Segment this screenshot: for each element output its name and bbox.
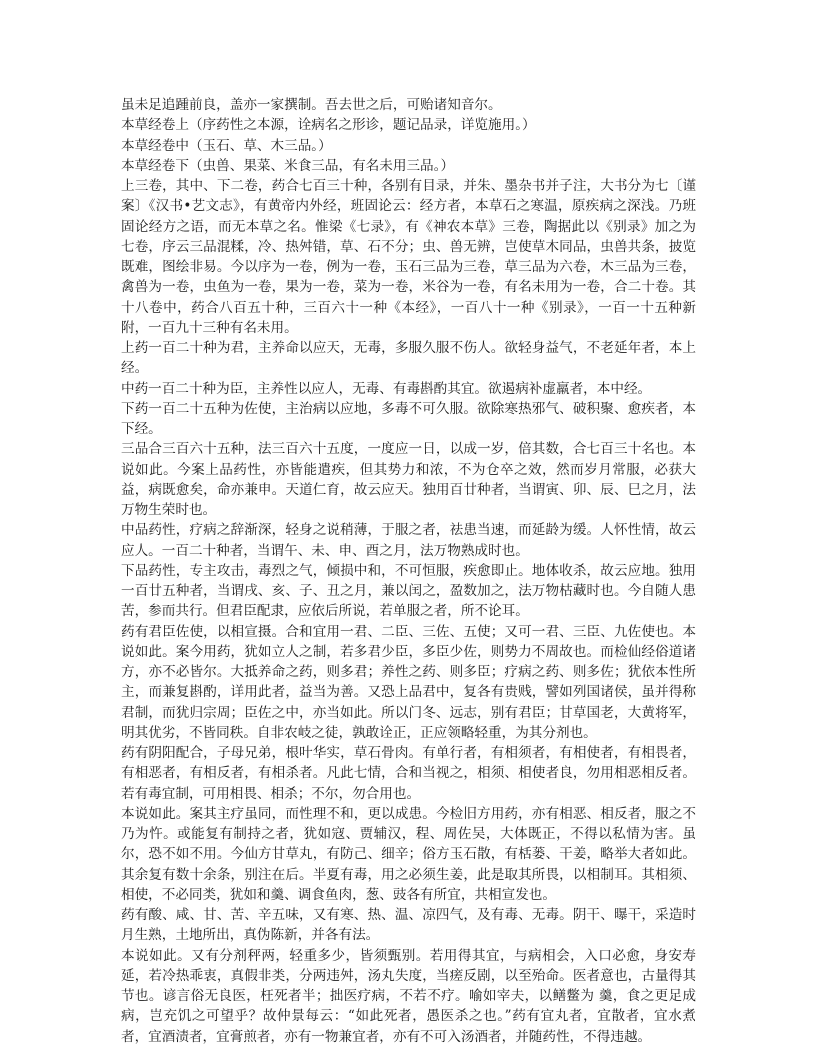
paragraph-4: 本草经卷下（虫兽、果菜、米食三品，有名未用三品。）	[121, 157, 455, 174]
paragraph-1: 虽未足追踵前良，盖亦一家撰制。吾去世之后，可贻诸知音尔。	[121, 97, 502, 113]
paragraph-10: 中品药性，疗病之辞渐深，轻身之说稍薄，于服之者，祛患当速，而延龄为缓。人怀性情，故云应人。一百二十种者，当谓午、未、申、酉之月，法万物熟成时也。	[121, 522, 696, 559]
paragraph-15: 药有酸、咸、甘、苦、辛五味，又有寒、热、温、凉四气，及有毒、无毒。阴干、曝干，采造时月生熟，土地所出，真伪陈新，并各有法。	[121, 907, 696, 944]
paragraph-16: 本说如此。又有分剂秤两，轻重多少，皆须甄别。若用得其宜，与病相会，入口必愈，身安寿延，若冷热乖衷，真假非类，分两违舛，汤丸失度，当瘥反剧，以至殆命。医者意也，古量得其节也。谚言俗无良医，枉死者半；拙医疗病，不若不疗。喻如宰夫，以鳝鳖为 羹，食之更足成病，岂充饥之可望乎？故仲景每云：“如此死者，愚医杀之也。”药有宜丸者，宜散者，宜水煮者，宜酒渍者，宜膏煎者，亦有一物兼宜者，亦有不可入汤酒者，并随药性，不得违越。	[121, 947, 696, 1045]
paragraph-7: 中药一百二十种为臣，主养性以应人，无毒、有毒斟酌其宜。欲遏病补虚羸者，本中经。	[121, 380, 652, 397]
paragraph-13: 药有阴阳配合，子母兄弟，根叶华实，草石骨肉。有单行者，有相须者，有相使者，有相畏者，有相恶者，有相反者，有相杀者。凡此七情，合和当视之，相须、相使者良，勿用相恶相反者。若有毒宜制，可用相畏、相杀；不尔，勿合用也。	[121, 745, 696, 802]
paragraph-2: 本草经卷上（序药性之本源，诠病名之形诊，题记品录，详览施用。）	[121, 117, 536, 134]
paragraph-6: 上药一百二十种为君，主养命以应天，无毒，多服久服不伤人。欲轻身益气，不老延年者，本上经。	[121, 340, 696, 377]
paragraph-11: 下品药性，专主攻击，毒烈之气，倾损中和，不可恒服，疾愈即止。地体收杀，故云应地。独用一百廿五种者，当谓戌、亥、子、丑之月，兼以闰之，盈数加之，法万物枯藏时也。今自随人患苦，参而共行。但君臣配隶，应依后所说，若单服之者，所不论耳。	[121, 562, 696, 620]
paragraph-8: 下药一百二十五种为佐使，主治病以应地，多毒不可久服。欲除寒热邪气、破积聚、愈疾者，本下经。	[121, 400, 696, 437]
paragraph-14: 本说如此。案其主疗虽同，而性理不和，更以成患。今检旧方用药，亦有相恶、相反者，服之不乃为忤。或能复有制持之者，犹如寇、贾辅汉，程、周佐吴，大体既正，不得以私情为害。虽尔，恐不如不用。今仙方甘草丸，有防己、细辛；俗方玉石散，有栝蒌、干姜，略举大者如此。其余复有数十余条，别注在后。半夏有毒，用之必须生姜，此是取其所畏，以相制耳。其相须、相使，不必同类，犹如和羹、调食鱼肉，葱、豉各有所宜，共相宣发也。	[121, 805, 696, 903]
paragraph-12: 药有君臣佐使，以相宣摄。合和宜用一君、二臣、三佐、五使；又可一君、三臣、九佐使也。本说如此。案今用药，犹如立人之制，若多君少臣，多臣少佐，则势力不周故也。而检仙经俗道诸方，亦不必皆尔。大抵养命之药，则多君；养性之药、则多臣；疗病之药、则多佐；犹依本性所主，而兼复斟酌，详用此者，益当为善。又恐上品君中，复各有贵贱，譬如列国诸侯，虽并得称君制，而犹归宗周；臣佐之中，亦当如此。所以门冬、远志，别有君臣；甘草国老，大黄将军，明其优劣，不皆同秩。自非农岐之徒，孰敢诠正，正应领略轻重，为其分剂也。	[121, 623, 696, 741]
document-body	[121, 95, 696, 1047]
paragraph-9: 三品合三百六十五种，法三百六十五度，一度应一日，以成一岁，倍其数，合七百三十名也。本说如此。今案上品药性，亦皆能遣疾，但其势力和浓，不为仓卒之效，然而岁月常服，必获大益，病既愈矣，命亦兼申。天道仁育，故云应天。独用百廿种者，当谓寅、卯、辰、巳之月，法万物生荣时也。	[121, 441, 696, 518]
paragraph-5: 上三卷，其中、下二卷，药合七百三十种，各别有目录，并朱、墨杂书并子注，大书分为七〔谨案〕《汉书•艺文志》，有黄帝内外经，班固论云：经方者，本草石之寒温，原疾病之深浅。乃班固论经方之语，而无本草之名。惟梁《七录》，有《神农本草》三卷，陶据此以《别录》加之为七卷，序云三品混糅，冷、热舛错，草、石不分；虫、兽无辨，岂使草木同品，虫兽共条，披览既难，图绘非易。今以序为一卷，例为一卷，玉石三品为三卷，草三品为六卷，木三品为三卷，禽兽为一卷，虫鱼为一卷，果为一卷，菜为一卷，米谷为一卷，有名未用为一卷，合二十卷。其十八卷中，药合八百五十种，三百六十一种《本经》，一百八十一种《别录》，一百一十五种新附，一百九十三种有名未用。	[121, 178, 696, 336]
paragraph-3: 本草经卷中（玉石、草、木三品。）	[121, 137, 332, 154]
